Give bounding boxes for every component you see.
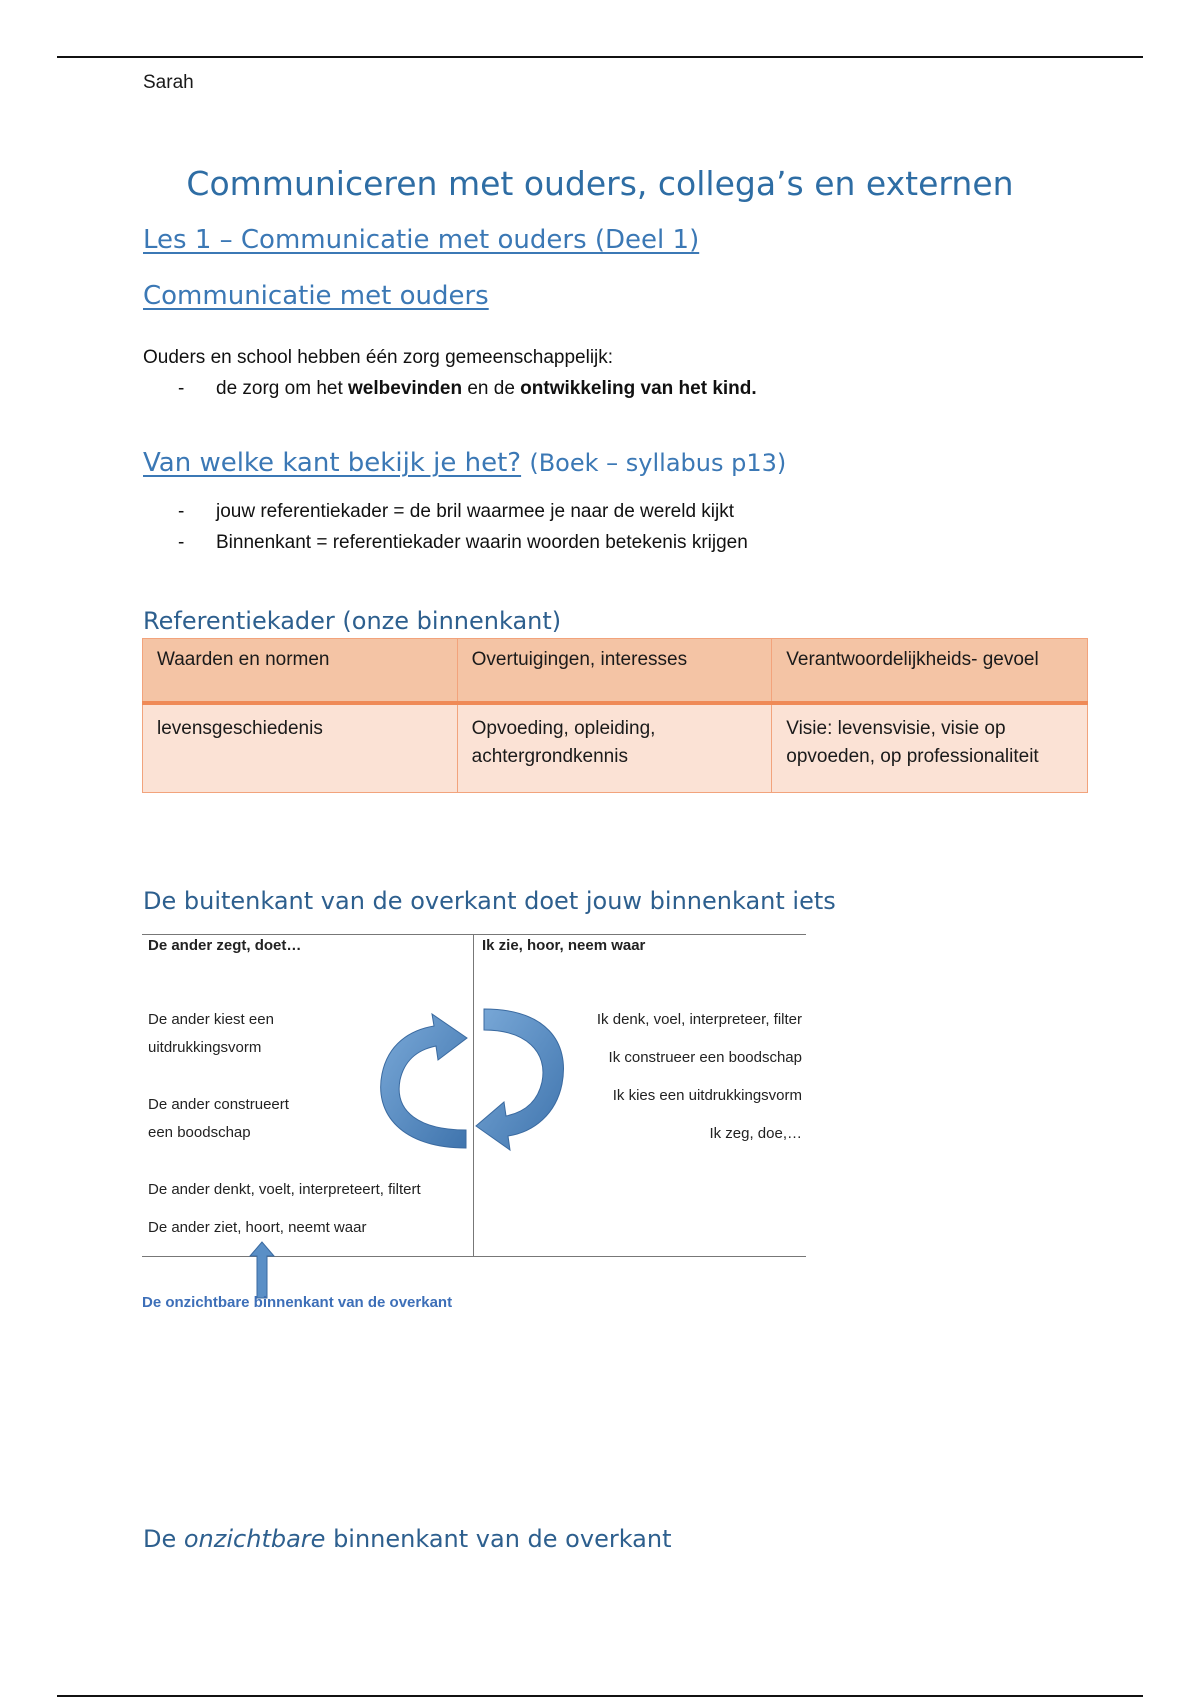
diagram-right-item: Ik construeer een boodschap	[608, 1049, 802, 1066]
referentiekader-table	[142, 638, 1088, 793]
heading-fragment: De	[143, 1525, 184, 1553]
list-item	[178, 373, 757, 404]
list-item: - jouw referentiekader = de bril waarmee je naar de wereld kijkt	[178, 496, 748, 527]
diagram-left-item: uitdrukkingsvorm	[148, 1039, 262, 1056]
cycle-arrows-graphic	[142, 934, 806, 1334]
communication-diagram	[142, 934, 806, 1334]
section-heading-referentiekader: Referentiekader (onze binnenkant)	[143, 607, 562, 635]
diagram-right-header: Ik zie, hoor, neem waar	[482, 937, 646, 954]
lesson-heading: Les 1 – Communicatie met ouders (Deel 1)	[143, 225, 700, 255]
referentie-list	[178, 496, 748, 558]
page-header-author: Sarah	[143, 72, 194, 93]
heading-fragment: binnenkant van de overkant	[325, 1525, 672, 1553]
diagram-right-item: Ik kies een uitdrukkingsvorm	[612, 1087, 802, 1104]
table-cell: Visie: levensvisie, visie op opvoeden, op professionaliteit	[772, 703, 1088, 793]
diagram-left-item: De ander ziet, hoort, neemt waar	[148, 1219, 367, 1236]
list-item: - Binnenkant = referentiekader waarin woorden betekenis krijgen	[178, 527, 748, 558]
diagram-left-header: De ander zegt, doet…	[148, 937, 302, 954]
table-cell: levensgeschiedenis	[143, 703, 458, 793]
diagram-left-item: De ander kiest een	[148, 1011, 274, 1028]
section-heading-onzichtbare	[143, 1525, 672, 1553]
table-header-row	[143, 639, 1088, 704]
diagram-left-item: De ander construeert	[148, 1096, 289, 1113]
diagram-caption: De onzichtbare binnenkant van de overkant	[142, 1294, 453, 1311]
bold-welbevinden: welbevinden	[348, 378, 463, 399]
curved-arrow-right-icon	[476, 1009, 563, 1150]
intro-paragraph: Ouders en school hebben één zorg gemeenschappelijk:	[143, 347, 614, 368]
diagram-left-item: De ander denkt, voelt, interpreteert, filtert	[148, 1181, 421, 1198]
table-row	[143, 703, 1088, 793]
table-header-cell: Verantwoordelijkheids- gevoel	[772, 639, 1088, 704]
diagram-left-item: een boodschap	[148, 1124, 251, 1141]
document-title: Communiceren met ouders, collega’s en externen	[186, 164, 1014, 203]
table-cell: Opvoeding, opleiding, achtergrondkennis	[457, 703, 772, 793]
section-heading-kant	[143, 448, 786, 478]
diagram-right-item: Ik denk, voel, interpreteer, filter	[596, 1011, 802, 1028]
text-fragment: de zorg om het	[216, 378, 349, 399]
bottom-rule	[57, 1695, 1143, 1697]
table-header-cell: Waarden en normen	[143, 639, 458, 704]
section-heading-buitenkant: De buitenkant van de overkant doet jouw binnenkant iets	[143, 887, 836, 915]
table-header-cell: Overtuigingen, interesses	[457, 639, 772, 704]
up-arrow-icon	[250, 1242, 274, 1298]
text-fragment: en de	[462, 378, 521, 399]
diagram-right-item: Ik zeg, doe,…	[709, 1125, 802, 1142]
bold-ontwikkeling: ontwikkeling van het kind.	[520, 378, 757, 399]
kant-heading-text: Van welke kant bekijk je het?	[143, 448, 522, 478]
zorg-list	[178, 373, 757, 404]
top-rule	[57, 56, 1143, 58]
heading-emphasis: onzichtbare	[183, 1525, 326, 1553]
section-heading-communicatie: Communicatie met ouders	[143, 281, 489, 311]
book-reference: (Boek – syllabus p13)	[529, 449, 787, 477]
curved-arrow-left-icon	[381, 1014, 467, 1148]
